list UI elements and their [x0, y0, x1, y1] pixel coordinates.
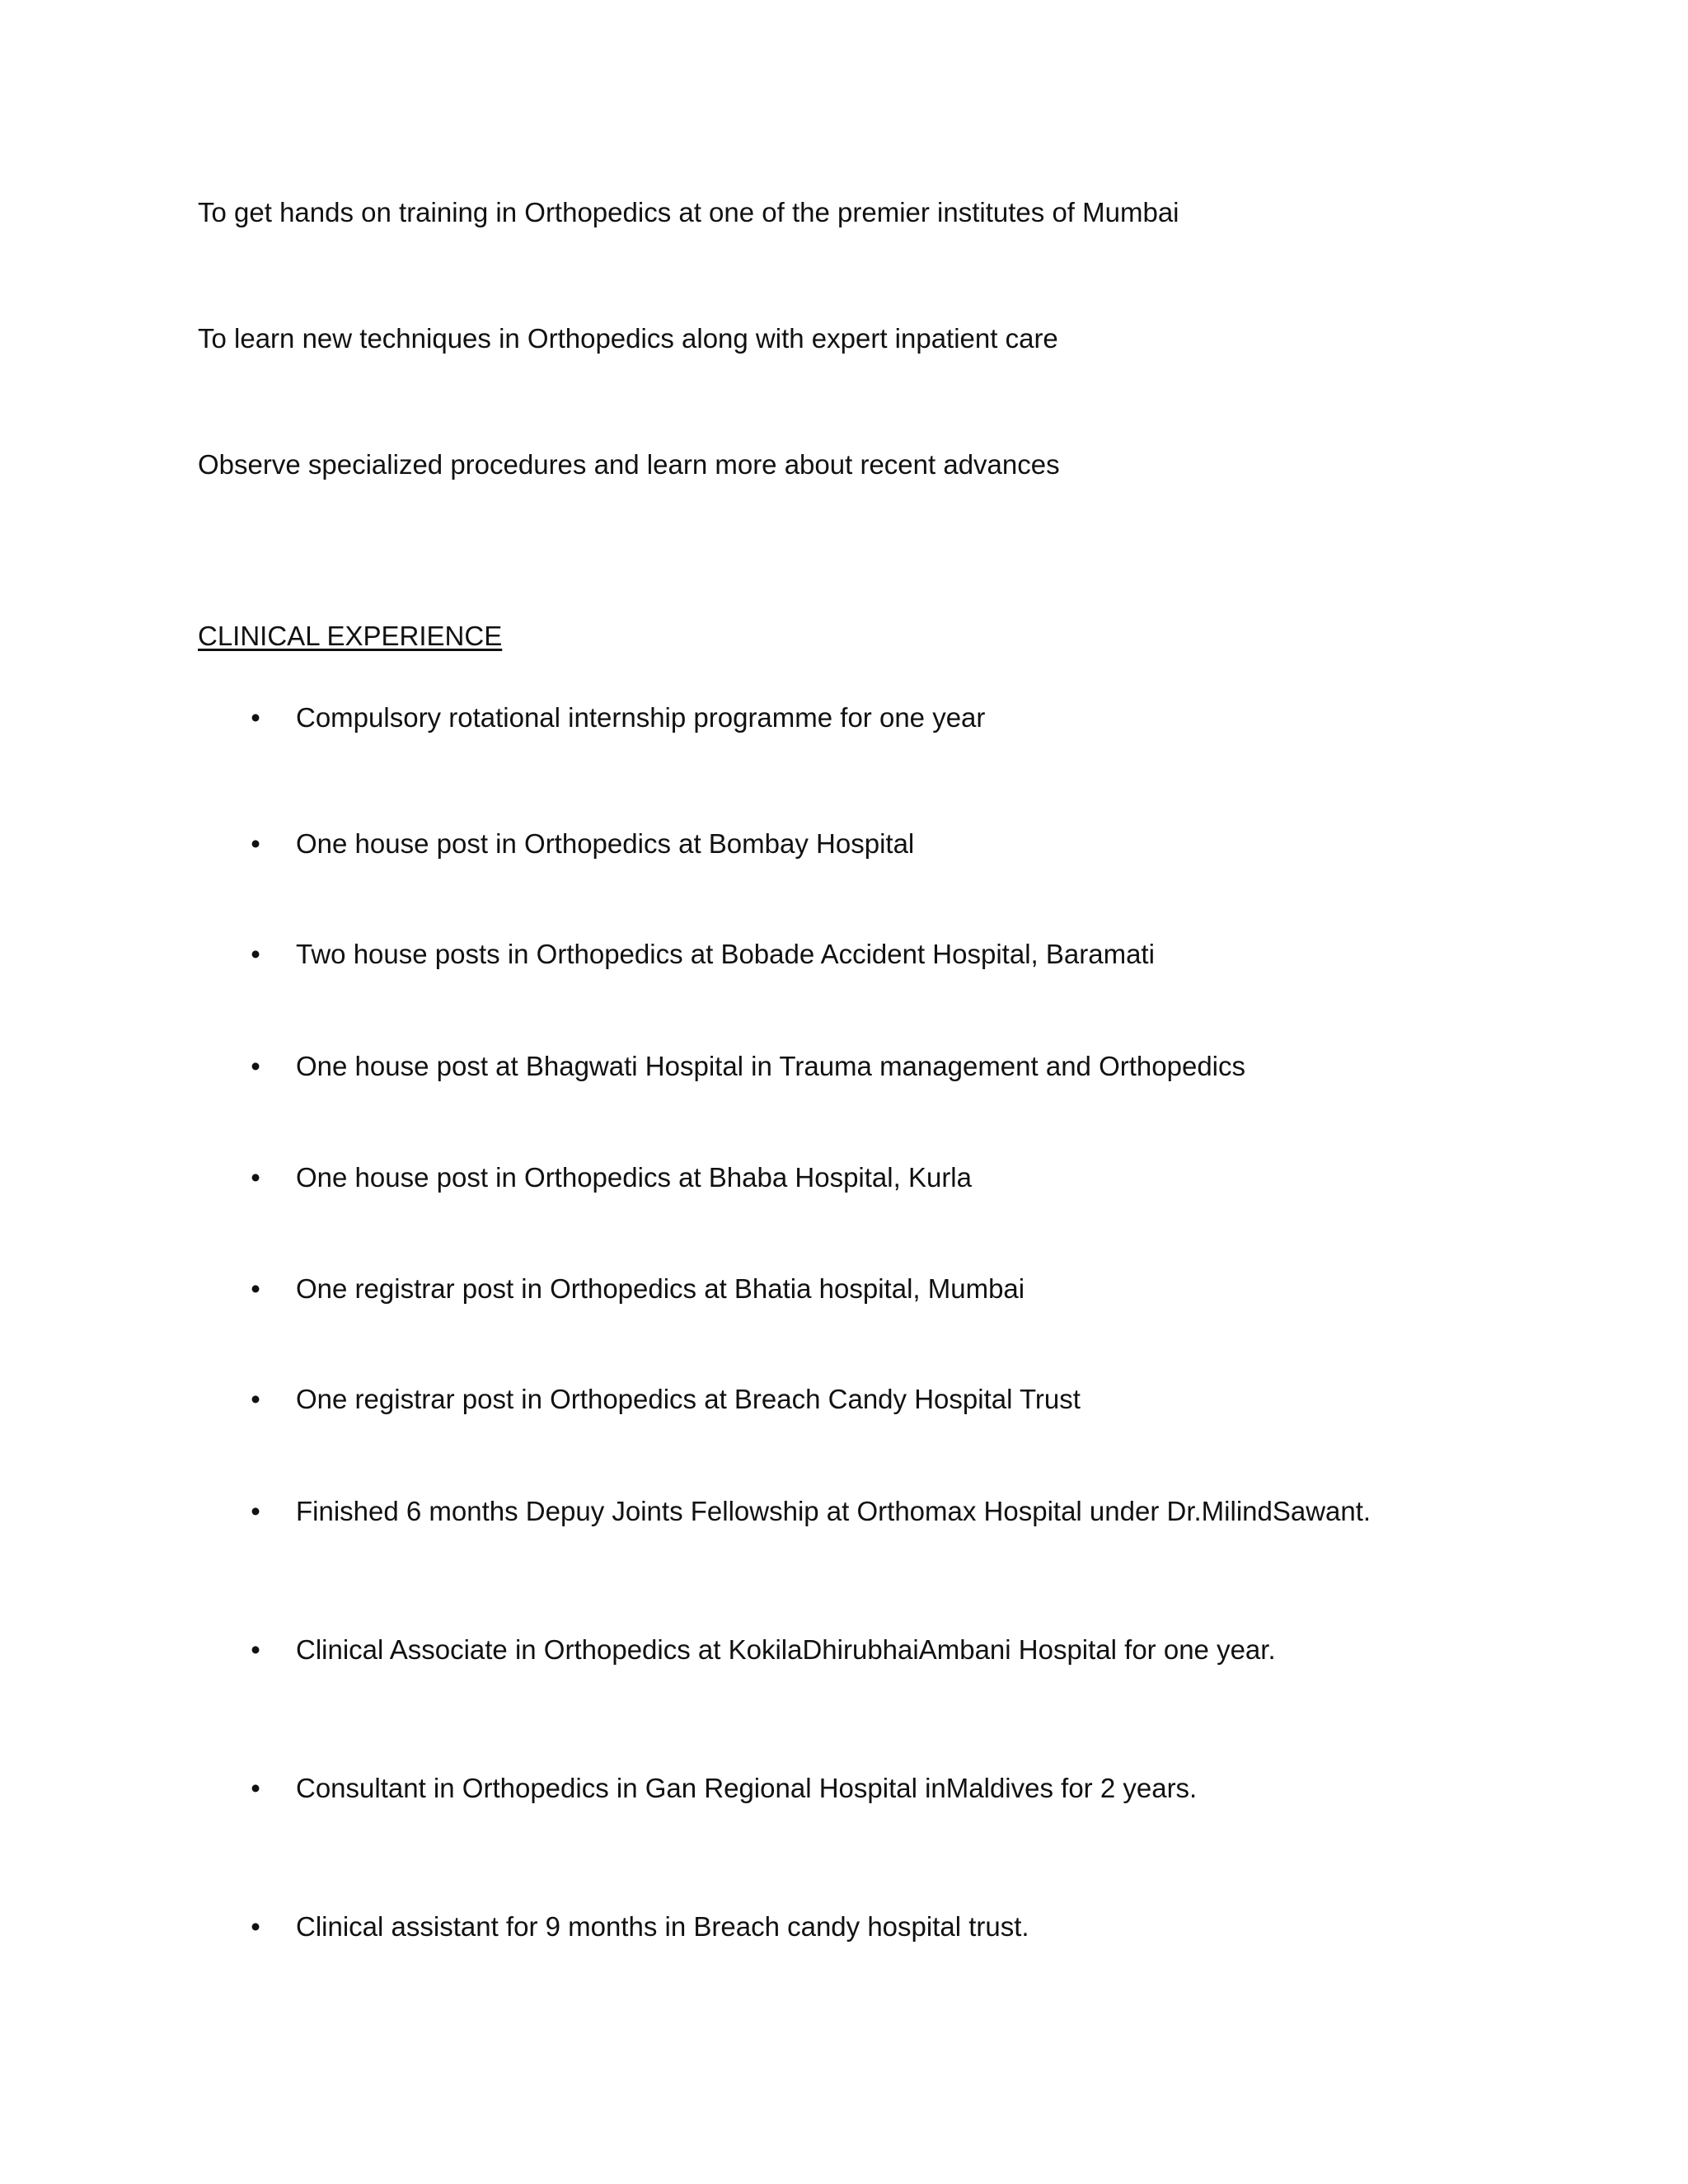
list-item-text: One house post in Orthopedics at Bhaba Hospital, Kurla: [296, 1162, 972, 1193]
bullet-icon: •: [251, 1273, 260, 1304]
bullet-icon: •: [251, 1496, 260, 1526]
list-item-text: Consultant in Orthopedics in Gan Regional Hospital inMaldives for 2 years.: [296, 1773, 1198, 1803]
list-item-text: One registrar post in Orthopedics at Breach Candy Hospital Trust: [296, 1384, 1081, 1414]
bullet-icon: •: [251, 1051, 260, 1081]
list-item-text: One house post at Bhagwati Hospital in Trauma management and Orthopedics: [296, 1051, 1246, 1081]
list-item-text: One house post in Orthopedics at Bombay Hospital: [296, 828, 915, 859]
list-item-text: Two house posts in Orthopedics at Bobade Accident Hospital, Baramati: [296, 939, 1155, 969]
bullet-icon: •: [251, 1162, 260, 1193]
list-item-text: One registrar post in Orthopedics at Bhatia hospital, Mumbai: [296, 1273, 1025, 1304]
objective-line: Observe specialized procedures and learn more about recent advances: [198, 449, 1060, 480]
objective-line: To learn new techniques in Orthopedics along with expert inpatient care: [198, 323, 1058, 354]
section-heading: CLINICAL EXPERIENCE: [198, 621, 503, 651]
bullet-icon: •: [251, 1911, 260, 1942]
list-item-text: Compulsory rotational internship programme for one year: [296, 702, 986, 733]
bullet-icon: •: [251, 1634, 260, 1665]
bullet-icon: •: [251, 702, 260, 733]
bullet-icon: •: [251, 828, 260, 859]
bullet-icon: •: [251, 1384, 260, 1414]
objective-line: To get hands on training in Orthopedics at one of the premier institutes of Mumbai: [198, 197, 1179, 227]
list-item-text: Clinical assistant for 9 months in Breach candy hospital trust.: [296, 1911, 1029, 1942]
list-item-text: Finished 6 months Depuy Joints Fellowship at Orthomax Hospital under Dr.MilindSawant.: [296, 1496, 1372, 1526]
list-item-text: Clinical Associate in Orthopedics at KokilaDhirubhaiAmbani Hospital for one year.: [296, 1634, 1276, 1665]
bullet-icon: •: [251, 1773, 260, 1803]
bullet-icon: •: [251, 939, 260, 969]
